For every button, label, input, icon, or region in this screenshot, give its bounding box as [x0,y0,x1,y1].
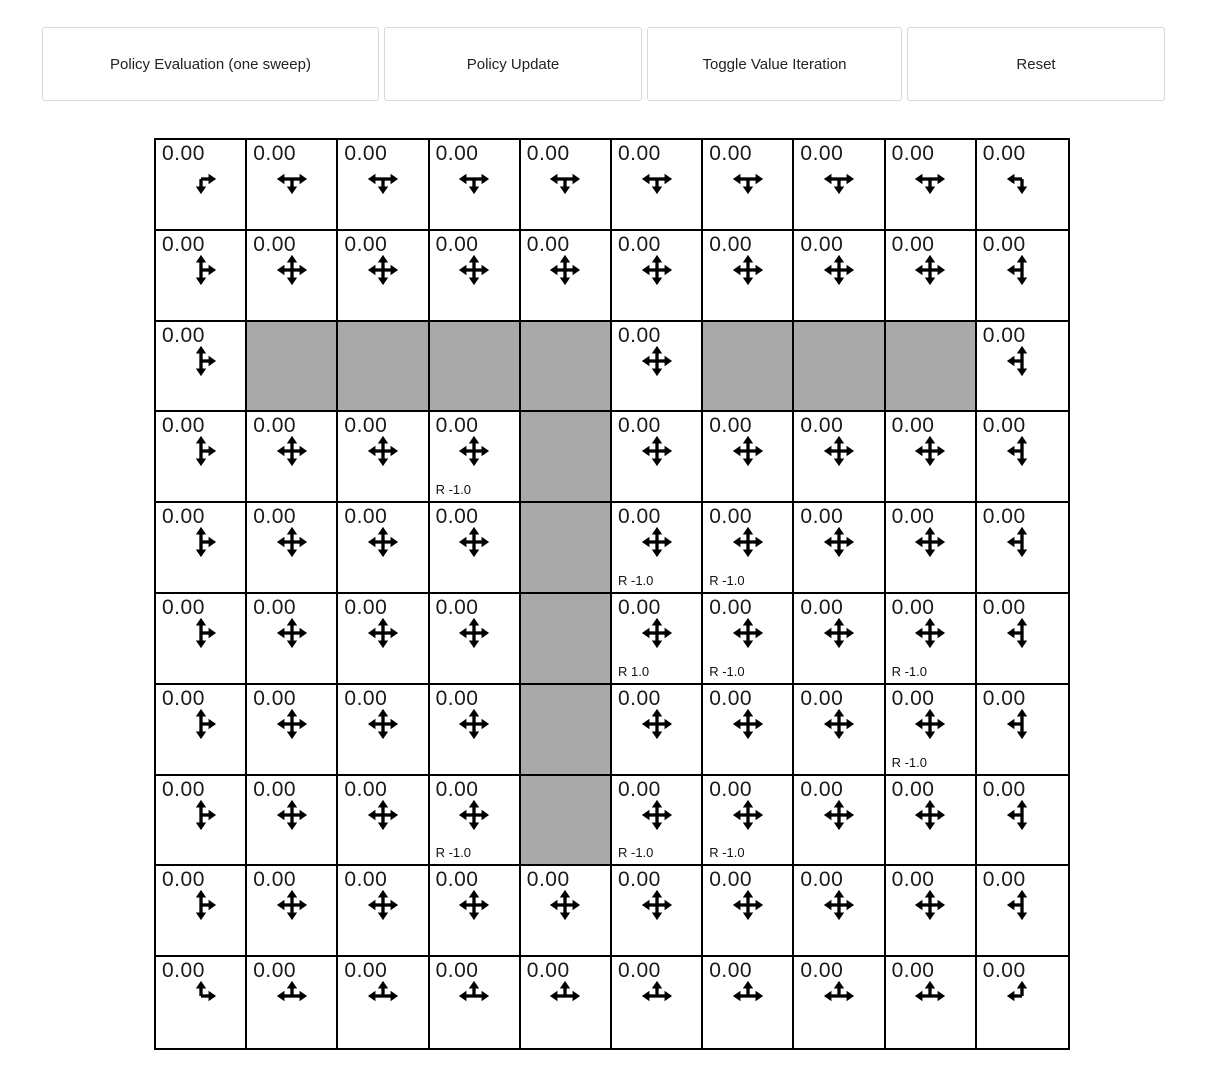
policy-arrows-icon [457,616,491,650]
cell-value: 0.00 [435,686,479,710]
cell-value: 0.00 [344,686,388,710]
cell-value: 0.00 [162,686,205,710]
policy-arrows-icon [640,162,674,196]
cell-value: 0.00 [891,777,935,801]
cell-value: 0.00 [162,596,205,619]
cell-value: 0.00 [617,686,661,710]
policy-arrows-icon [1005,344,1039,378]
policy-arrows-icon [640,253,674,287]
cell-value: 0.00 [891,596,935,619]
grid-cell[interactable] [886,594,977,685]
cell-value: 0.00 [982,596,1026,619]
policy-arrows-icon [913,798,947,832]
grid-cell[interactable] [156,503,247,594]
grid-cell[interactable] [977,140,1068,231]
grid-cell[interactable] [156,594,247,685]
grid-cell[interactable] [612,412,703,503]
grid-cell[interactable] [703,866,794,957]
cell-value: 0.00 [344,868,388,892]
grid-cell[interactable] [977,866,1068,957]
grid-cell[interactable] [430,140,521,231]
policy-arrows-icon [457,253,491,287]
cell-value: 0.00 [435,232,479,256]
cell-value: 0.00 [162,959,205,983]
policy-arrows-icon [640,798,674,832]
cell-value: 0.00 [162,505,205,529]
cell-reward: R -1.0 [617,845,654,861]
policy-arrows-icon [184,434,218,468]
cell-value: 0.00 [162,414,205,438]
cell-value: 0.00 [617,868,661,892]
reset-button[interactable]: Reset [907,27,1165,101]
cell-value: 0.00 [709,868,753,892]
grid-cell[interactable] [794,866,885,957]
policy-arrows-icon [731,253,765,287]
cell-value: 0.00 [344,596,388,619]
grid-cell[interactable] [156,322,247,413]
cell-value: 0.00 [253,596,297,619]
cell-value: 0.00 [253,505,297,529]
grid-cell[interactable] [703,776,794,867]
policy-arrows-icon [275,434,309,468]
cell-value: 0.00 [709,505,753,529]
policy-arrows-icon [275,162,309,196]
cell-value: 0.00 [617,959,661,983]
policy-arrows-icon [822,979,856,1013]
cell-value: 0.00 [617,323,661,347]
cell-value: 0.00 [617,142,661,165]
cell-value: 0.00 [800,959,844,983]
policy-arrows-icon [184,344,218,378]
cell-value: 0.00 [800,686,844,710]
policy-arrows-icon [275,253,309,287]
policy-arrows-icon [1005,707,1039,741]
grid-cell[interactable] [156,231,247,322]
cell-value: 0.00 [709,686,753,710]
cell-value: 0.00 [800,232,844,256]
cell-value: 0.00 [435,142,479,165]
policy-update-button[interactable]: Policy Update [384,27,642,101]
grid-cell[interactable] [703,957,794,1048]
policy-arrows-icon [457,162,491,196]
grid-cell-wall[interactable] [703,322,794,413]
cell-value: 0.00 [800,142,844,165]
grid-cell[interactable] [886,231,977,322]
grid-cell[interactable] [247,685,338,776]
cell-reward: R -1.0 [709,573,745,588]
cell-value: 0.00 [982,323,1026,347]
cell-value: 0.00 [891,414,935,438]
policy-arrows-icon [366,798,400,832]
policy-arrows-icon [1005,253,1039,287]
policy-arrows-icon [913,979,947,1013]
grid-cell-wall[interactable] [521,685,612,776]
grid-cell[interactable] [156,412,247,503]
grid-cell[interactable] [794,412,885,503]
policy-arrows-icon [913,707,947,741]
grid-cell[interactable] [338,957,429,1048]
grid-cell[interactable] [612,503,703,594]
policy-arrows-icon [913,525,947,559]
policy-arrows-icon [1005,798,1039,832]
policy-arrows-icon [366,707,400,741]
grid-cell[interactable] [794,231,885,322]
grid-cell[interactable] [794,957,885,1048]
policy-arrows-icon [457,888,491,922]
cell-reward: R -1.0 [709,663,745,679]
policy-arrows-icon [275,979,309,1013]
grid-cell[interactable] [338,231,429,322]
cell-value: 0.00 [162,232,205,256]
cell-value: 0.00 [982,959,1026,983]
grid-cell[interactable] [338,594,429,685]
cell-value: 0.00 [435,596,479,619]
cell-value: 0.00 [435,414,479,438]
grid-cell[interactable] [612,231,703,322]
cell-value: 0.00 [617,232,661,256]
cell-value: 0.00 [982,777,1026,801]
grid-cell[interactable] [612,957,703,1048]
grid-cell-wall[interactable] [521,412,612,503]
grid-cell[interactable] [886,957,977,1048]
grid-cell[interactable] [977,685,1068,776]
grid-cell[interactable] [430,776,521,867]
cell-value: 0.00 [344,414,388,438]
grid-cell[interactable] [430,685,521,776]
cell-value: 0.00 [162,142,205,165]
grid-cell[interactable] [430,231,521,322]
grid-cell[interactable] [521,140,612,231]
grid-cell[interactable] [977,322,1068,413]
grid-cell-wall[interactable] [521,776,612,867]
grid-cell[interactable] [156,685,247,776]
policy-arrows-icon [184,525,218,559]
policy-arrows-icon [731,525,765,559]
grid-cell[interactable] [794,685,885,776]
grid-cell[interactable] [521,866,612,957]
grid-cell[interactable] [612,140,703,231]
cell-value: 0.00 [162,868,205,892]
cell-value: 0.00 [526,142,570,165]
grid-cell-wall[interactable] [794,322,885,413]
policy-arrows-icon [457,525,491,559]
grid-cell[interactable] [612,322,703,413]
cell-reward: R -1.0 [891,663,927,679]
grid-cell[interactable] [247,140,338,231]
grid-cell[interactable] [977,776,1068,867]
policy-arrows-icon [913,888,947,922]
grid-cell[interactable] [794,140,885,231]
grid-cell[interactable] [612,685,703,776]
policy-arrows-icon [184,253,218,287]
grid-cell[interactable] [430,594,521,685]
grid-cell[interactable] [338,503,429,594]
cell-value: 0.00 [891,959,935,983]
cell-value: 0.00 [982,505,1026,529]
cell-value: 0.00 [617,505,661,529]
cell-value: 0.00 [982,142,1026,165]
cell-value: 0.00 [344,777,388,801]
policy-arrows-icon [275,798,309,832]
policy-arrows-icon [457,434,491,468]
cell-value: 0.00 [253,232,297,256]
grid-cell[interactable] [430,866,521,957]
grid-cell[interactable] [156,140,247,231]
grid-cell[interactable] [430,957,521,1048]
cell-value: 0.00 [891,142,935,165]
grid-cell[interactable] [886,776,977,867]
grid-cell[interactable] [247,594,338,685]
cell-value: 0.00 [162,323,205,347]
toggle-value-iteration-button[interactable]: Toggle Value Iteration [647,27,902,101]
policy-arrows-icon [1005,525,1039,559]
cell-value: 0.00 [709,777,753,801]
cell-value: 0.00 [800,414,844,438]
policy-arrows-icon [548,253,582,287]
policy-arrows-icon [457,798,491,832]
cell-value: 0.00 [709,232,753,256]
grid-cell-wall[interactable] [886,322,977,413]
cell-value: 0.00 [435,505,479,529]
cell-reward: R -1.0 [435,845,471,861]
grid-cell[interactable] [703,594,794,685]
policy-arrows-icon [731,616,765,650]
cell-reward: R -1.0 [617,573,654,588]
policy-arrows-icon [184,888,218,922]
policy-arrows-icon [640,525,674,559]
policy-arrows-icon [275,888,309,922]
policy-arrows-icon [822,798,856,832]
cell-value: 0.00 [891,232,935,256]
grid-cell[interactable] [247,412,338,503]
grid-cell[interactable] [338,140,429,231]
policy-arrows-icon [184,162,218,196]
policy-arrows-icon [731,888,765,922]
grid-cell[interactable] [247,957,338,1048]
grid-cell[interactable] [521,957,612,1048]
policy-arrows-icon [731,162,765,196]
policy-arrows-icon [1005,434,1039,468]
cell-value: 0.00 [709,142,753,165]
cell-reward: R -1.0 [435,482,471,498]
policy-arrows-icon [913,253,947,287]
cell-value: 0.00 [253,959,297,983]
grid-cell[interactable] [156,776,247,867]
grid-cell[interactable] [703,231,794,322]
cell-value: 0.00 [344,959,388,983]
cell-value: 0.00 [344,505,388,529]
grid-cell[interactable] [612,776,703,867]
cell-value: 0.00 [709,959,753,983]
cell-value: 0.00 [891,686,935,710]
policy-arrows-icon [548,979,582,1013]
policy-arrows-icon [731,707,765,741]
grid-cell[interactable] [794,776,885,867]
policy-arrows-icon [184,616,218,650]
grid-cell[interactable] [977,594,1068,685]
policy-arrows-icon [548,162,582,196]
policy-arrows-icon [366,979,400,1013]
policy-arrows-icon [822,162,856,196]
cell-value: 0.00 [526,232,570,256]
cell-value: 0.00 [982,868,1026,892]
grid-cell[interactable] [794,503,885,594]
policy-arrows-icon [548,888,582,922]
policy-arrows-icon [731,434,765,468]
policy-arrows-icon [822,525,856,559]
grid-cell[interactable] [886,866,977,957]
policy-arrows-icon [822,434,856,468]
cell-value: 0.00 [891,868,935,892]
grid-cell[interactable] [247,503,338,594]
cell-value: 0.00 [435,868,479,892]
policy-arrows-icon [366,434,400,468]
grid-cell-wall[interactable] [521,503,612,594]
cell-value: 0.00 [617,596,661,619]
cell-value: 0.00 [617,777,661,801]
policy-arrows-icon [731,798,765,832]
policy-arrows-icon [822,888,856,922]
cell-value: 0.00 [526,959,570,983]
cell-value: 0.00 [891,505,935,529]
gridworld [154,138,1070,1050]
cell-value: 0.00 [709,596,753,619]
cell-value: 0.00 [162,777,205,801]
policy-arrows-icon [913,434,947,468]
cell-value: 0.00 [982,686,1026,710]
cell-value: 0.00 [253,414,297,438]
grid-cell[interactable] [338,866,429,957]
grid-cell[interactable] [247,776,338,867]
policy-arrows-icon [366,162,400,196]
policy-arrows-icon [640,616,674,650]
policy-arrows-icon [822,707,856,741]
policy-arrows-icon [457,979,491,1013]
policy-arrows-icon [913,162,947,196]
grid-cell[interactable] [338,412,429,503]
grid-cell[interactable] [703,503,794,594]
policy-arrows-icon [184,979,218,1013]
grid-cell[interactable] [977,412,1068,503]
cell-value: 0.00 [709,414,753,438]
policy-arrows-icon [640,707,674,741]
policy-arrows-icon [640,434,674,468]
grid-cell[interactable] [703,685,794,776]
cell-value: 0.00 [800,505,844,529]
policy-arrows-icon [366,616,400,650]
policy-arrows-icon [1005,616,1039,650]
cell-value: 0.00 [435,777,479,801]
policy-arrows-icon [1005,979,1039,1013]
policy-arrows-icon [640,888,674,922]
grid-cell[interactable] [977,957,1068,1048]
grid-cell[interactable] [430,412,521,503]
cell-value: 0.00 [253,868,297,892]
grid-cell[interactable] [703,140,794,231]
grid-cell[interactable] [794,594,885,685]
grid-cell-wall[interactable] [521,322,612,413]
policy-arrows-icon [822,616,856,650]
policy-arrows-icon [366,888,400,922]
policy-arrows-icon [640,344,674,378]
policy-arrows-icon [731,979,765,1013]
policy-arrows-icon [1005,162,1039,196]
cell-reward: R -1.0 [891,754,927,770]
policy-evaluation-button[interactable]: Policy Evaluation (one sweep) [42,27,379,101]
grid-cell[interactable] [977,503,1068,594]
grid-cell[interactable] [886,685,977,776]
grid-cell[interactable] [156,866,247,957]
cell-reward: R -1.0 [709,845,745,861]
policy-arrows-icon [822,253,856,287]
policy-arrows-icon [366,253,400,287]
policy-arrows-icon [366,525,400,559]
grid-cell-wall[interactable] [430,322,521,413]
cell-value: 0.00 [800,777,844,801]
policy-arrows-icon [640,979,674,1013]
grid-cell[interactable] [612,866,703,957]
grid-cell[interactable] [247,231,338,322]
policy-arrows-icon [1005,888,1039,922]
grid-cell[interactable] [430,503,521,594]
cell-value: 0.00 [526,868,570,892]
cell-value: 0.00 [800,596,844,619]
grid-cell[interactable] [886,503,977,594]
policy-arrows-icon [184,798,218,832]
grid-cell[interactable] [156,957,247,1048]
cell-value: 0.00 [344,232,388,256]
grid-cell-wall[interactable] [521,594,612,685]
policy-arrows-icon [275,525,309,559]
cell-value: 0.00 [982,232,1026,256]
cell-value: 0.00 [800,868,844,892]
cell-value: 0.00 [253,686,297,710]
grid-cell[interactable] [886,412,977,503]
grid-cell[interactable] [521,231,612,322]
grid-cell[interactable] [886,140,977,231]
grid-cell[interactable] [703,412,794,503]
grid-cell[interactable] [612,594,703,685]
cell-reward: R 1.0 [617,663,650,679]
cell-value: 0.00 [253,777,297,801]
cell-value: 0.00 [617,414,661,438]
grid-cell[interactable] [338,776,429,867]
grid-cell[interactable] [247,866,338,957]
toolbar [42,27,1224,101]
grid-cell[interactable] [338,685,429,776]
grid-cell-wall[interactable] [338,322,429,413]
cell-value: 0.00 [435,959,479,983]
policy-arrows-icon [184,707,218,741]
cell-value: 0.00 [253,142,297,165]
policy-arrows-icon [913,616,947,650]
policy-arrows-icon [457,707,491,741]
policy-arrows-icon [275,707,309,741]
cell-value: 0.00 [982,414,1026,438]
grid-cell[interactable] [977,231,1068,322]
policy-arrows-icon [275,616,309,650]
cell-value: 0.00 [344,142,388,165]
grid-cell-wall[interactable] [247,322,338,413]
